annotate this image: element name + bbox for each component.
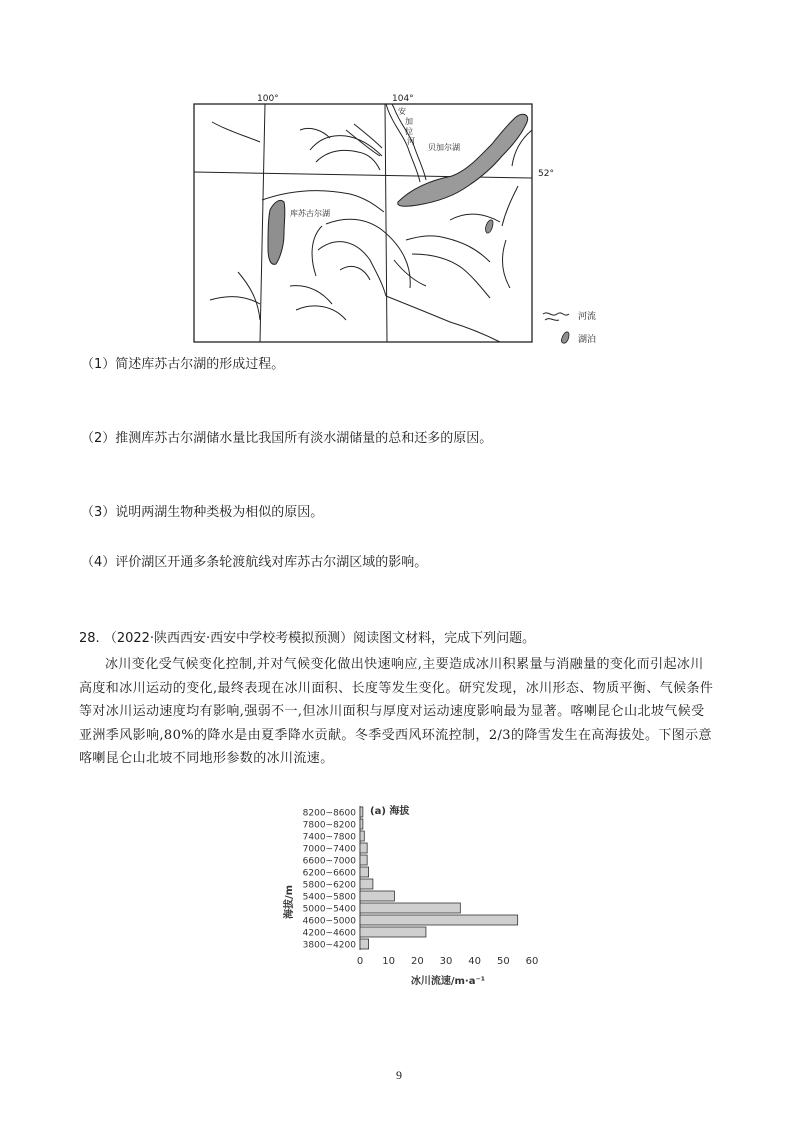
legend-river-label: 河流 [578,312,597,322]
question-3-text: 说明两湖生物种类极为相似的原因。 [115,505,324,520]
bar [360,903,460,913]
khovsgol-label: 库苏古尔湖 [290,209,330,218]
y-tick-label: 7800~8200 [302,820,356,831]
y-tick-label: 5400~5800 [302,892,356,903]
y-tick-label: 5800~6200 [302,880,356,891]
question-2-number: （2） [81,431,116,446]
question-1-number: （1） [81,357,116,372]
y-tick-label: 6600~7000 [302,856,356,867]
bar [360,831,364,841]
chart-plot-area [303,806,539,967]
chart-title: (a) 海拔 [370,806,410,817]
question-3 [81,504,323,522]
question-3-number: （3） [81,505,116,520]
glacier-velocity-chart [270,792,560,998]
svg-text:河: 河 [407,137,415,146]
lake-map [150,90,620,350]
x-tick-label: 20 [410,956,424,967]
question-2-text: 推测库苏古尔湖储水量比我国所有淡水湖储量的总和还多的原因。 [115,431,493,446]
bar [360,915,518,925]
legend-lake-symbol [561,332,569,343]
bar [360,843,367,853]
x-tick-label: 0 [356,956,364,967]
lat-52-label: 52° [538,169,554,179]
svg-text:安: 安 [398,107,406,116]
y-tick-label: 4600~5000 [302,916,356,927]
x-tick-label: 50 [496,956,510,967]
baikal-label: 贝加尔湖 [428,143,460,152]
question-2 [81,430,492,448]
bar [360,891,394,901]
svg-text:拉: 拉 [405,127,413,136]
y-tick-label: 8200~8600 [302,808,356,819]
chart-xlabel: 冰川流速/m·a⁻¹ [410,976,486,987]
y-tick-label: 7400~7800 [302,832,356,843]
map-legend [543,310,596,345]
x-tick-label: 30 [439,956,453,967]
question-1-text: 简述库苏古尔湖的形成过程。 [115,357,285,372]
map-frame [194,104,532,342]
bar [360,867,369,877]
lon-100-label: 100° [257,94,279,104]
chart-ylabel: 海拔/m [284,884,295,920]
x-tick-label: 60 [525,956,539,967]
bar [360,807,363,817]
page-number: 9 [396,1068,402,1082]
bar [360,927,426,937]
bar [360,879,373,889]
bar [360,819,363,829]
legend-river-symbol [543,313,569,315]
question-28-paragraph: 冰川变化受气候变化控制,并对气候变化做出快速响应,主要造成冰川积累量与消融量的变化而引起冰川高度和冰川运动的变化,最终表现在冰川面积、长度等发生变化。研究发现，冰川形态、物质平衡、气候条件等对冰川运动速度均有影响,强弱不一,但冰川面积与厚度对运动速度影响最为显著。喀喇昆仑山北坡气候受亚洲季风影响,80%的降水是由夏季降水贡献。冬季受西风环流控制，2/3的降雪发生在高海拔处。下图示意喀喇昆仑山北坡不同地形参数的冰川流速。 [79,657,714,766]
svg-text:加: 加 [405,117,413,126]
bar [360,939,369,949]
question-28-source: （2022·陕西西安·西安中学校考模拟预测）阅读图文材料，完成下列问题。 [103,631,536,646]
y-tick-label: 6200~6600 [302,868,356,879]
question-28-heading [79,630,535,648]
legend-lake-label: 湖泊 [578,335,597,345]
x-tick-label: 10 [382,956,396,967]
y-tick-label: 5000~5400 [302,904,356,915]
x-tick-label: 40 [468,956,482,967]
question-4-text: 评价湖区开通多条轮渡航线对库苏古尔湖区域的影响。 [115,555,428,570]
question-4-number: （4） [81,555,116,570]
lon-104-label: 104° [392,94,414,104]
question-28-number: 28. [79,631,100,646]
y-tick-label: 7000~7400 [302,844,356,855]
question-4 [81,554,427,572]
y-tick-label: 3800~4200 [302,940,356,951]
question-1 [81,356,284,374]
y-tick-label: 4200~4600 [302,928,356,939]
bar [360,855,367,865]
